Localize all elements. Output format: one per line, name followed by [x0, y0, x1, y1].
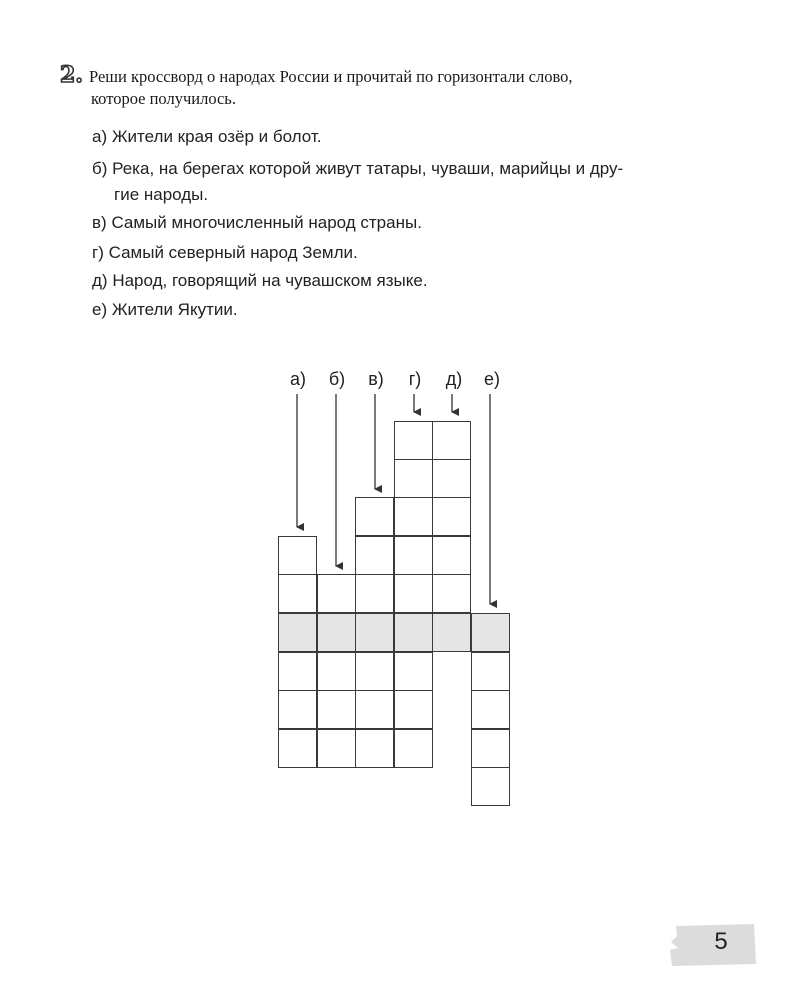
crossword-cell-d-2[interactable]	[432, 459, 471, 498]
clue-text-continuation: гие народы.	[114, 185, 209, 204]
crossword-cell-g-2[interactable]	[394, 459, 433, 498]
crossword-cell-g-7[interactable]	[394, 652, 433, 691]
crossword-cell-g-6[interactable]	[394, 613, 433, 652]
crossword-cell-v-9[interactable]	[355, 729, 394, 768]
crossword-cell-g-4[interactable]	[394, 536, 433, 575]
crossword-cell-v-8[interactable]	[355, 690, 394, 729]
clue-text: Река, на берегах которой живут татары, чуваши, марийцы и дру-	[112, 159, 624, 178]
clue-text: Народ, говорящий на чувашском языке.	[112, 271, 428, 290]
crossword-cell-a-6[interactable]	[278, 613, 317, 652]
crossword-cell-a-7[interactable]	[278, 652, 317, 691]
crossword-cell-a-9[interactable]	[278, 729, 317, 768]
crossword-cell-e-9[interactable]	[471, 729, 510, 768]
clue-text: Самый северный народ Земли.	[108, 243, 358, 262]
clue-letter: в)	[92, 213, 107, 232]
crossword-cell-e-8[interactable]	[471, 690, 510, 729]
clue-text: Жители Якутии.	[111, 300, 238, 319]
clue-letter: г)	[92, 243, 104, 262]
crossword-cell-g-8[interactable]	[394, 690, 433, 729]
crossword-cell-e-10[interactable]	[471, 767, 510, 806]
crossword-cell-a-5[interactable]	[278, 574, 317, 613]
crossword-cell-a-4[interactable]	[278, 536, 317, 575]
crossword-cell-e-7[interactable]	[471, 652, 510, 691]
column-label-b: б)	[328, 369, 346, 389]
crossword-cell-v-5[interactable]	[355, 574, 394, 613]
clue-letter: д)	[92, 271, 108, 290]
crossword-cell-g-5[interactable]	[394, 574, 433, 613]
column-label-e: е)	[483, 369, 500, 389]
crossword-cell-b-9[interactable]	[317, 729, 356, 768]
crossword-cell-g-9[interactable]	[394, 729, 433, 768]
clue-letter: е)	[92, 300, 108, 319]
crossword-cell-d-3[interactable]	[432, 497, 471, 536]
crossword-cell-b-6[interactable]	[317, 613, 356, 652]
task-number: 2.	[60, 62, 83, 88]
clue-letter: а)	[92, 127, 108, 146]
crossword-cell-d-6[interactable]	[432, 613, 471, 652]
crossword-cell-d-1[interactable]	[432, 421, 471, 460]
crossword-cell-v-3[interactable]	[355, 497, 394, 536]
column-label-a: а)	[289, 369, 306, 389]
crossword-cell-d-5[interactable]	[432, 574, 471, 613]
task-prompt-line-1: Реши кроссворд о народах России и прочитай по горизонтали слово,	[89, 67, 573, 86]
crossword-cell-v-4[interactable]	[355, 536, 394, 575]
crossword-cell-b-5[interactable]	[317, 574, 356, 613]
crossword-cell-v-6[interactable]	[355, 613, 394, 652]
crossword-cell-a-8[interactable]	[278, 690, 317, 729]
crossword-cell-g-3[interactable]	[394, 497, 433, 536]
page-number: 5	[714, 928, 728, 955]
crossword-cell-v-7[interactable]	[355, 652, 394, 691]
column-label-g: г)	[408, 369, 422, 389]
crossword-cell-b-7[interactable]	[317, 652, 356, 691]
task-prompt-line-2: которое получилось.	[91, 89, 236, 108]
clue-text: Жители края озёр и болот.	[111, 127, 322, 146]
column-label-d: д)	[445, 369, 463, 389]
column-label-v: в)	[368, 369, 384, 389]
clue-text: Самый многочисленный народ страны.	[111, 213, 422, 232]
crossword-cell-e-6[interactable]	[471, 613, 510, 652]
crossword-cell-g-1[interactable]	[394, 421, 433, 460]
crossword-cell-b-8[interactable]	[317, 690, 356, 729]
clue-letter: б)	[92, 159, 108, 178]
crossword-cell-d-4[interactable]	[432, 536, 471, 575]
